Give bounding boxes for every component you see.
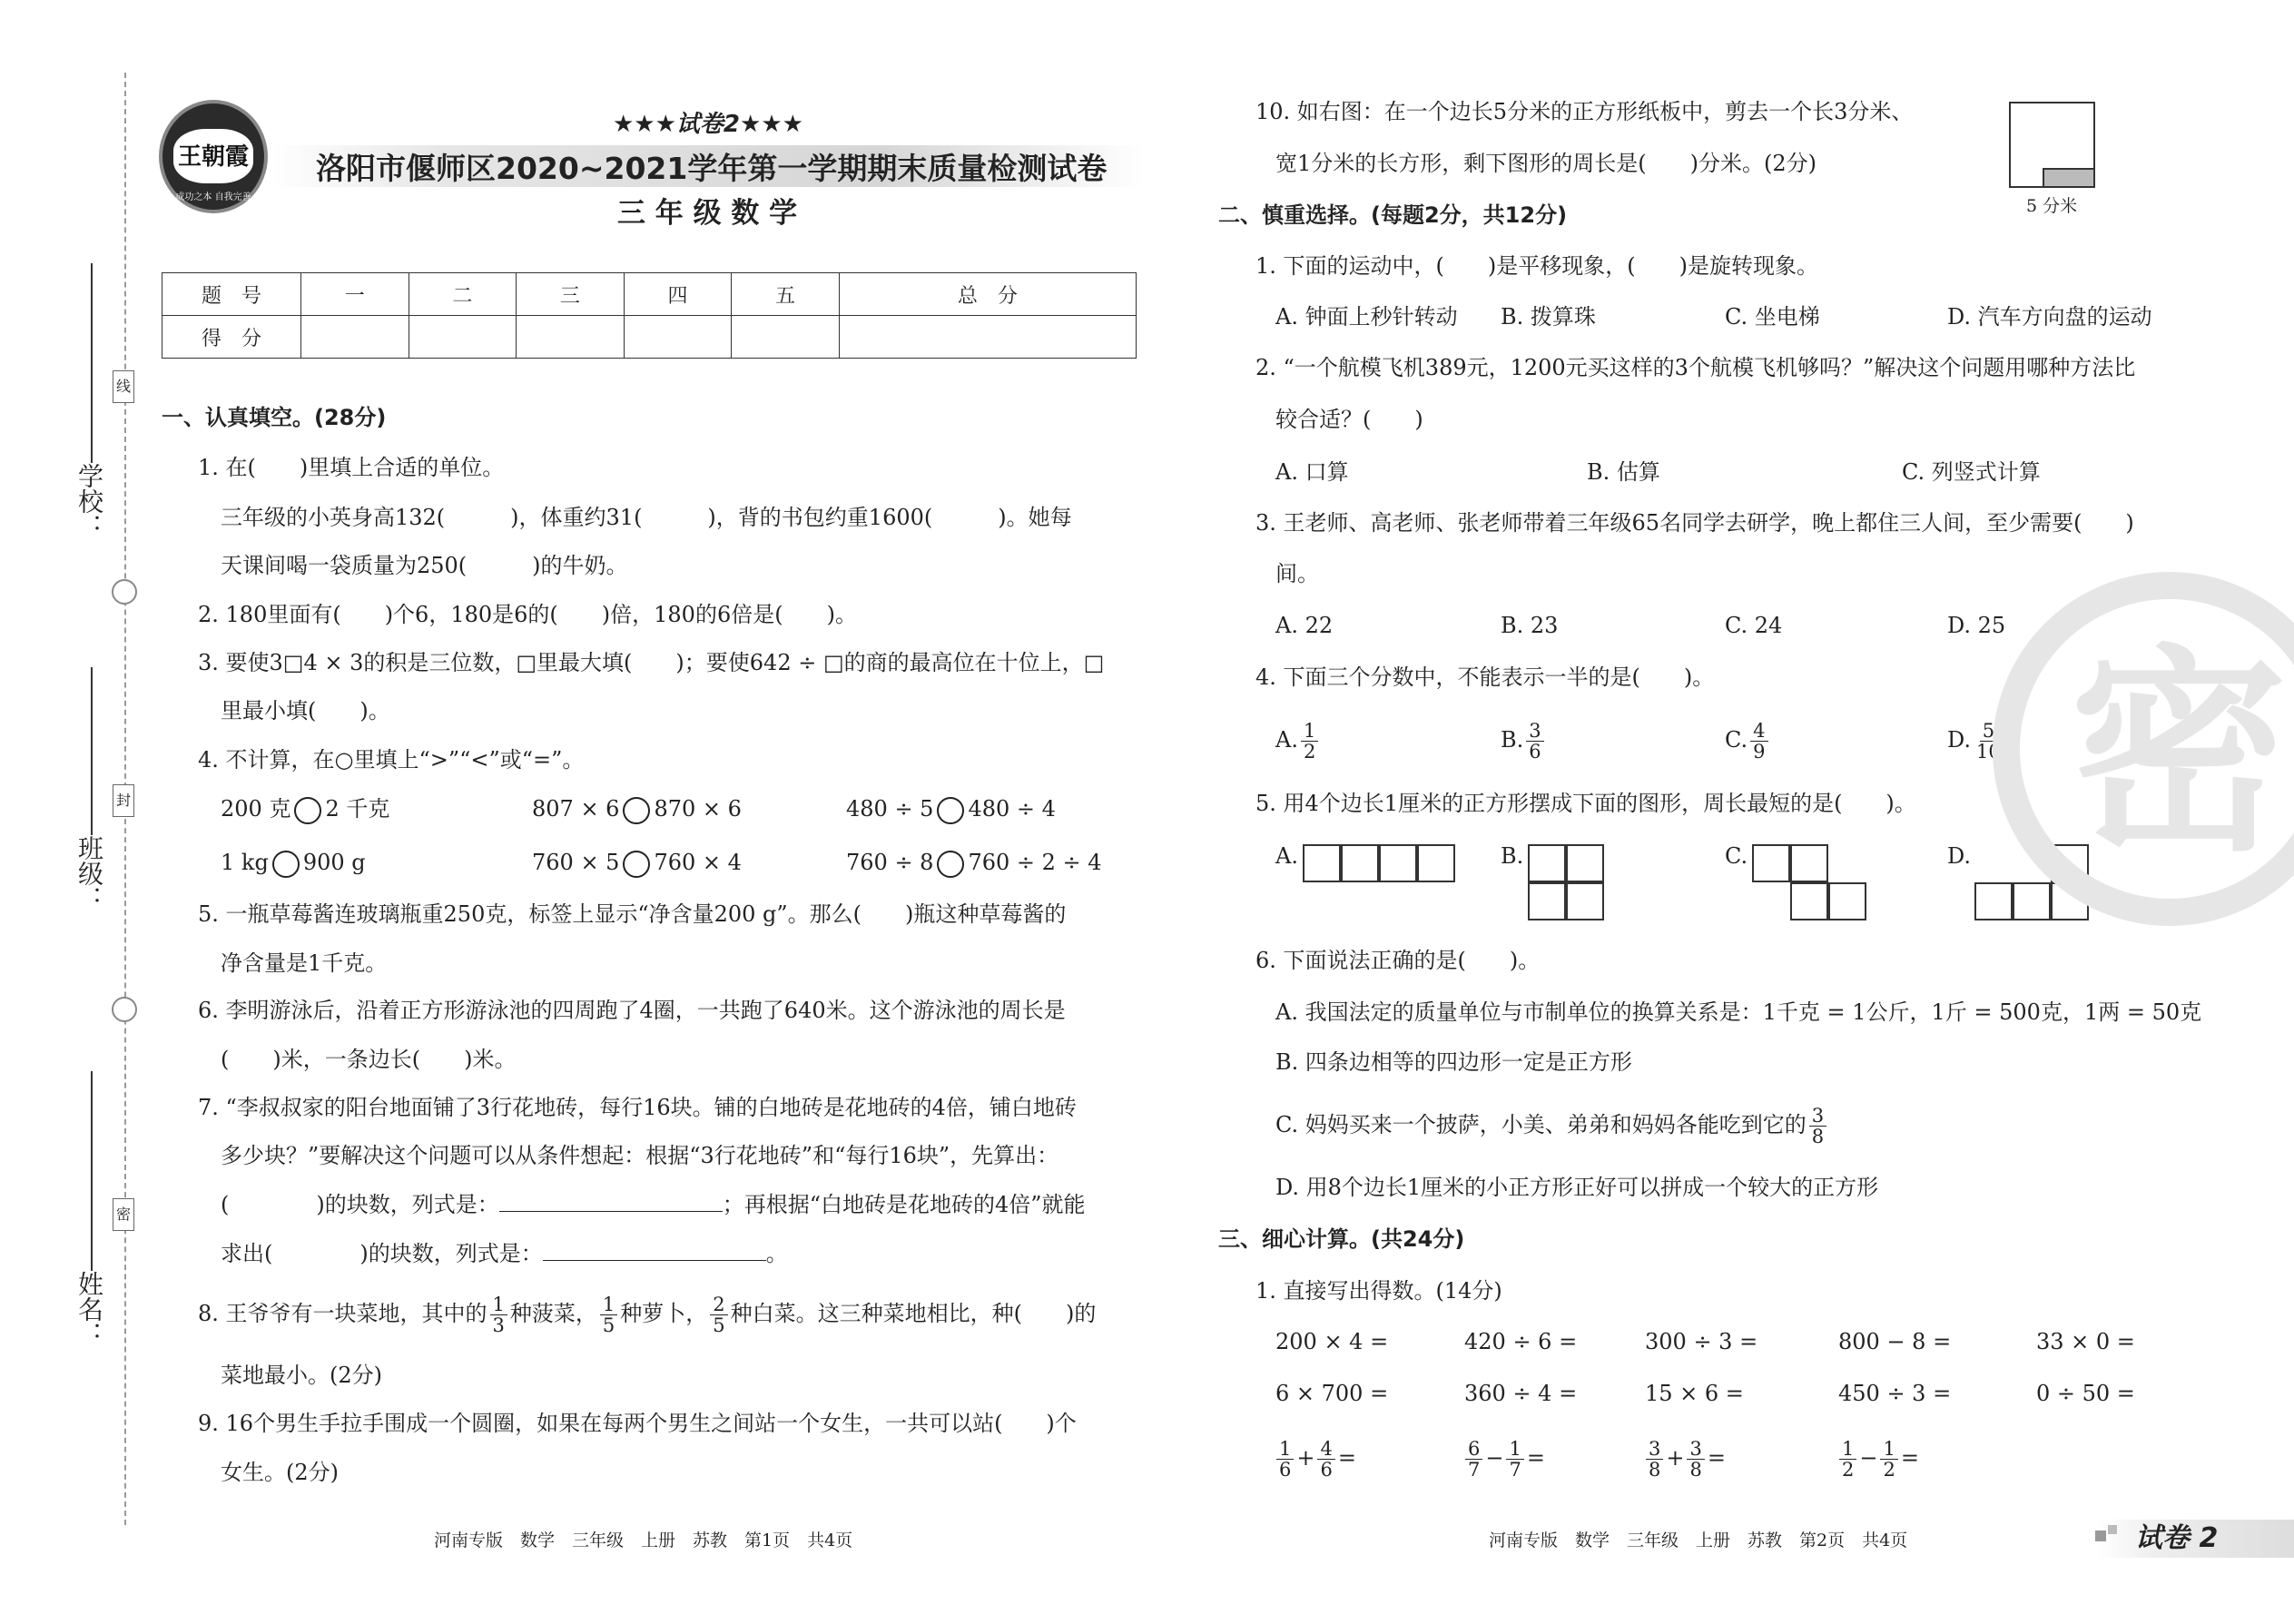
calc-fraction-item: $\frac{6}{7}$ − $\frac{1}{7}$ = [1462,1431,1545,1485]
q4-compare-item: 760 × 5 760 × 4 [532,849,742,878]
compare-circle[interactable] [272,851,300,878]
score-cell[interactable] [732,316,840,359]
corner-tag-label: 试卷 2 [2135,1522,2219,1554]
score-cell[interactable] [624,316,732,359]
c4-option[interactable]: D. $\frac{5}{10}$ [1947,714,2006,766]
score-table-header: 总 分 [839,273,1136,316]
shape-square [1528,844,1566,882]
corner-squares-icon [2095,1530,2106,1541]
fraction: $\frac{3}{8}$ [1809,1106,1826,1147]
shape-square [1303,844,1341,882]
s1-line: 1. 直接写出得数。(14分) [1255,1278,1502,1304]
score-table-header: 四 [624,273,732,316]
q4-compare-item: 807 × 6 870 × 6 [532,795,742,824]
calc-item: 6 × 700 = [1275,1381,1389,1406]
calc-item: 0 ÷ 50 = [2036,1381,2135,1406]
q4-compare-item: 1 kg 900 g [221,849,366,878]
score-table [162,272,1137,359]
c5-option-label[interactable]: B. [1501,843,1524,869]
q10-figure-label: 5 分米 [2026,196,2078,216]
shape-square [1974,882,2013,920]
score-table-header: 三 [517,273,625,316]
calc-item: 33 × 0 = [2036,1329,2135,1354]
shape-square [1566,882,1604,920]
shape-square [1566,844,1604,882]
c6-option[interactable]: B. 四条边相等的四边形一定是正方形 [1275,1049,1632,1075]
shape-square [1790,882,1828,920]
compare-circle[interactable] [937,851,964,878]
binding-mark-mi: 密 [113,1198,134,1231]
corner-squares-icon [2108,1525,2117,1534]
binding-mark-xian: 线 [113,370,134,403]
calc-item: 360 ÷ 4 = [1464,1381,1578,1406]
c6-line: 6. 下面说法正确的是( )。 [1255,948,1541,973]
fraction: $\frac{2}{5}$ [710,1294,727,1335]
c3-line1: 3. 王老师、高老师、张老师带着三年级65名同学去研学，晚上都住三人间，至少需要( ) [1255,510,2134,536]
c4-line: 4. 下面三个分数中，不能表示一半的是( )。 [1255,664,1715,690]
calc-item: 200 × 4 = [1275,1329,1389,1354]
c4-option[interactable]: B. $\frac{3}{6}$ [1501,714,1547,766]
c3-line2: 间。 [1275,561,1319,586]
shape-square [1528,882,1566,920]
subject-title: 三 年 级 数 学 [617,197,798,230]
q7-line4: 求出( )的块数，列式是： 。 [221,1241,788,1266]
c2-option[interactable]: C. 列竖式计算 [1902,459,2041,485]
answer-blank[interactable] [499,1191,723,1212]
c5-option-label[interactable]: A. [1275,843,1298,869]
binding-class-label: 班级： [74,835,104,911]
q1-line1: 1. 在( )里填上合适的单位。 [198,455,505,480]
c2-line2: 较合适？( ) [1275,407,1423,432]
c1-option[interactable]: C. 坐电梯 [1725,304,1820,330]
section1-title: 一、认真填空。(28分) [162,405,387,430]
calc-item: 800 − 8 = [1838,1329,1952,1354]
logo-subtext: 成功之本 自我完善 [175,192,251,202]
calc-item: 450 ÷ 3 = [1838,1381,1952,1406]
exam-badge-label: ★★★试卷2★★★ [613,111,803,138]
shape-square [1790,844,1828,882]
q10-cutout [2043,168,2095,188]
compare-circle[interactable] [623,851,650,878]
q10-line2: 宽1分米的长方形，剩下图形的周长是( )分米。(2分) [1275,151,1816,176]
score-table-header: 一 [301,273,409,316]
binding-school-line [91,263,93,463]
q9-line2: 女生。(2分) [221,1460,339,1485]
c5-option-label[interactable]: D. [1947,843,1972,869]
calc-fraction-item: $\frac{1}{6}$ + $\frac{4}{6}$ = [1274,1431,1356,1485]
fraction: $\frac{4}{9}$ [1750,721,1767,762]
exam-title: 洛阳市偃师区2020~2021学年第一学期期末质量检测试卷 [316,151,1108,186]
calc-item: 420 ÷ 6 = [1464,1329,1578,1354]
calc-item: 15 × 6 = [1645,1381,1744,1406]
c3-option[interactable]: A. 22 [1275,613,1334,638]
q7-line1: 7. “李叔叔家的阳台地面铺了3行花地砖，每行16块。铺的白地砖是花地砖的4倍，铺白地砖 [198,1095,1077,1120]
shape-square [1341,844,1379,882]
shape-square [1417,844,1455,882]
score-cell[interactable] [301,316,409,359]
c1-option[interactable]: D. 汽车方向盘的运动 [1947,304,2152,330]
q9-line1: 9. 16个男生手拉手围成一个圆圈，如果在每两个男生之间站一个女生，一共可以站( )个 [198,1411,1077,1436]
q6-line2: ( )米，一条边长( )米。 [221,1047,517,1072]
answer-blank[interactable] [543,1240,766,1261]
q4-compare-item: 200 克 2 千克 [221,795,389,824]
c6-option[interactable]: D. 用8个边长1厘米的小正方形正好可以拼成一个较大的正方形 [1275,1175,1879,1200]
q5-line1: 5. 一瓶草莓酱连玻璃瓶重250克，标签上显示“净含量200 g”。那么( )瓶这种草莓酱的 [198,901,1067,927]
q4-compare-item: 760 ÷ 8 760 ÷ 2 ÷ 4 [846,849,1102,878]
q5-line2: 净含量是1千克。 [221,950,388,976]
compare-circle[interactable] [623,797,650,824]
c3-option[interactable]: D. 25 [1947,613,2006,638]
q8-line1: 8. 王爷爷有一块菜地，其中的 $\frac{1}{3}$ 种菠菜， $\frac{1}{5}$ 种萝卜， $\frac{2}{5}$ 种白菜。这三种菜地相比，种( )的 [198,1294,1097,1336]
q4-title: 4. 不计算，在○里填上“>”“<”或“=”。 [198,747,585,773]
binding-scissors-icon [112,997,137,1022]
compare-circle[interactable] [937,797,964,824]
stamp-glyph: 密 [2069,626,2288,881]
secret-stamp-icon [1993,572,2294,926]
score-table-header: 五 [732,273,840,316]
score-table-header: 题 号 [162,273,301,316]
q3-line1: 3. 要使3□4 × 3的积是三位数，□里最大填( )；要使642 ÷ □的商的最高位在十位上，□ [198,650,1105,675]
c2-option[interactable]: A. 口算 [1275,459,1349,485]
c1-line: 1. 下面的运动中，( )是平移现象，( )是旋转现象。 [1255,253,1818,279]
score-table-header: 二 [409,273,517,316]
shape-square [1828,882,1866,920]
q1-line3: 天课间喝一袋质量为250( )的牛奶。 [221,553,628,578]
q3-line2: 里最小填( )。 [221,698,390,723]
score-cell[interactable] [409,316,517,359]
q2-line: 2. 180里面有( )个6，180是6的( )倍，180的6倍是( )。 [198,602,857,627]
c6-option[interactable]: A. 我国法定的质量单位与市制单位的换算关系是：1千克 = 1公斤，1斤 = 500克，1两 = 50克 [1275,999,2202,1025]
q7-line2: 多少块？”要解决这个问题可以从条件想起：根据“3行花地砖”和“每行16块”，先算出： [221,1143,1059,1168]
c5-line: 5. 用4个边长1厘米的正方形摆成下面的图形，周长最短的是( )。 [1255,791,1916,816]
q4-compare-item: 480 ÷ 5 480 ÷ 4 [846,795,1056,824]
binding-class-line [91,667,93,835]
binding-school-label: 学校： [74,463,104,539]
fraction: $\frac{3}{6}$ [1526,721,1543,762]
c1-option[interactable]: A. 钟面上秒针转动 [1275,304,1458,330]
c2-line1: 2. “一个航模飞机389元，1200元买这样的3个航模飞机够吗？”解决这个问题用哪种方法比 [1255,355,2136,380]
binding-mark-feng: 封 [113,784,134,817]
c5-shape-a[interactable] [1303,844,1455,882]
fraction: $\frac{1}{3}$ [490,1294,507,1335]
fraction: $\frac{1}{2}$ [1301,721,1318,762]
section2-title: 二、慎重选择。(每题2分，共12分) [1218,202,1568,228]
q7-line3: ( )的块数，列式是： ；再根据“白地砖是花地砖的4倍”就能 [221,1192,1086,1217]
right-footer: 河南专版 数学 三年级 上册 苏教 第2页 共4页 [1489,1530,1908,1550]
c5-shape-b[interactable] [1528,844,1604,920]
c1-option[interactable]: B. 拨算珠 [1501,304,1596,330]
fraction: $\frac{5}{10}$ [1976,720,2001,763]
q10-square-figure [2009,102,2095,188]
q8-line2: 菜地最小。(2分) [221,1363,382,1388]
logo-badge [159,100,268,213]
c2-option[interactable]: B. 估算 [1587,459,1660,485]
left-footer: 河南专版 数学 三年级 上册 苏教 第1页 共4页 [434,1530,853,1550]
logo-text: 王朝霞 [177,143,249,171]
shape-square [2013,882,2051,920]
section3-title: 三、细心计算。(共24分) [1218,1226,1465,1252]
binding-scissors-icon [112,579,137,605]
q10-line1: 10. 如右图：在一个边长5分米的正方形纸板中，剪去一个长3分米、 [1255,99,1914,124]
c4-option[interactable]: A. $\frac{1}{2}$ [1275,714,1321,766]
score-row-label: 得 分 [162,316,301,359]
binding-name-label: 姓名： [74,1271,104,1347]
c5-shape-c[interactable] [1752,844,1866,920]
c6-option[interactable]: C. 妈妈买来一个披萨，小美、弟弟和妈妈各能吃到它的 $\frac{3}{8}$ [1275,1098,1829,1151]
calc-fraction-item: $\frac{1}{2}$ − $\frac{1}{2}$ = [1836,1431,1919,1485]
q1-line2: 三年级的小英身高132( )，体重约31( )，背的书包约重1600( )。她每 [221,505,1072,530]
score-cell[interactable] [517,316,625,359]
calc-fraction-item: $\frac{3}{8}$ + $\frac{3}{8}$ = [1643,1431,1726,1485]
calc-item: 300 ÷ 3 = [1645,1329,1758,1354]
compare-circle[interactable] [294,797,321,824]
fraction: $\frac{1}{5}$ [600,1294,617,1335]
shape-square [1379,844,1417,882]
binding-name-line [91,1071,93,1271]
c4-option[interactable]: C. $\frac{4}{9}$ [1725,714,1771,766]
c3-option[interactable]: C. 24 [1725,613,1783,638]
c5-option-label[interactable]: C. [1725,843,1748,869]
score-cell[interactable] [839,316,1136,359]
shape-square [1752,844,1790,882]
q6-line1: 6. 李明游泳后，沿着正方形游泳池的四周跑了4圈，一共跑了640米。这个游泳池的周长是 [198,998,1066,1023]
c3-option[interactable]: B. 23 [1501,613,1559,638]
